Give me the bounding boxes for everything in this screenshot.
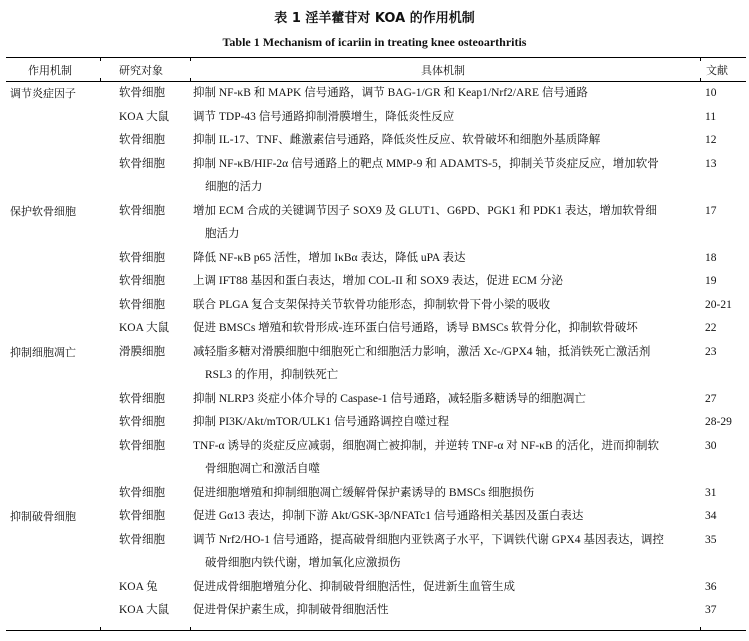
detail-line: 促进细胞增殖和抑制细胞凋亡缓解骨保护素诱导的 BMSCs 细胞损伤 [193, 486, 535, 499]
column-tick [100, 627, 101, 630]
row-reference: 31 [705, 486, 717, 499]
detail-line: 降低 NF-κB p65 活性，增加 IκBα 表达，降低 uPA 表达 [193, 251, 466, 264]
column-tick [700, 78, 701, 81]
column-tick [700, 627, 701, 630]
row-reference: 22 [705, 322, 717, 334]
row-subject: KOA 兔 [119, 580, 158, 593]
detail-line: 促进 BMSCs 增殖和软骨形成-连环蛋白信号通路，诱导 BMSCs 软骨分化，抑制软骨破坏 [193, 322, 638, 334]
row-subject: KOA 大鼠 [119, 110, 170, 123]
row-subject: 软骨细胞 [119, 392, 165, 405]
row-detail [193, 317, 698, 341]
row-subject: 软骨细胞 [119, 157, 165, 170]
row-reference: 30 [705, 439, 717, 452]
detail-line: 胞活力 [205, 228, 240, 240]
row-detail [193, 529, 698, 576]
detail-line: 促进 Gα13 表达，抑制下游 Akt/GSK-3β/NFATc1 信号通路相关基因及蛋白表达 [193, 510, 584, 522]
row-subject: 软骨细胞 [119, 439, 165, 452]
row-reference: 13 [705, 157, 717, 170]
detail-line: 促进骨保护素生成，抑制破骨细胞活性 [193, 604, 389, 616]
header-mechanism: 作用机制 [28, 64, 72, 77]
detail-line: 上调 IFT88 基因和蛋白表达，增加 COL-II 和 SOX9 表达，促进 ECM 分泌 [193, 275, 563, 287]
row-detail [193, 482, 698, 506]
row-reference: 19 [705, 275, 717, 287]
detail-line: 破骨细胞内铁代谢，增加氧化应激损伤 [205, 557, 401, 569]
row-reference: 11 [705, 110, 717, 123]
row-reference: 18 [705, 251, 717, 264]
table-title-english: Table 1 Mechanism of icariin in treating knee osteoarthritis [222, 35, 527, 49]
row-subject: 软骨细胞 [119, 298, 165, 311]
detail-line: 抑制 NF-κB 和 MAPK 信号通路，调节 BAG-1/GR 和 Keap1/Nrf2/ARE 信号通路 [193, 87, 588, 99]
row-detail [193, 294, 698, 318]
header-detail: 具体机制 [421, 64, 465, 77]
column-tick [100, 58, 101, 61]
row-detail [193, 270, 698, 294]
column-tick [700, 58, 701, 61]
detail-line: 调节 TDP-43 信号通路抑制滑膜增生，降低炎性反应 [193, 110, 455, 123]
detail-line: 联合 PLGA 复合支架保持关节软骨功能形态，抑制软骨下骨小梁的吸收 [193, 298, 551, 311]
row-subject: 软骨细胞 [119, 251, 165, 264]
column-tick [100, 78, 101, 81]
row-subject: 软骨细胞 [119, 416, 165, 428]
row-detail [193, 200, 698, 247]
bottom-rule [6, 630, 746, 631]
column-tick [190, 627, 191, 630]
row-reference: 12 [705, 134, 717, 146]
detail-line: 骨细胞凋亡和激活自噬 [205, 463, 320, 475]
row-mechanism: 抑制细胞凋亡 [10, 345, 76, 359]
row-detail [193, 576, 698, 600]
row-reference: 36 [705, 580, 717, 593]
row-reference: 10 [705, 87, 717, 99]
row-detail [193, 505, 698, 529]
detail-line: TNF-α 诱导的炎症反应减弱，细胞凋亡被抑制，并逆转 TNF-α 对 NF-κB 的活化，进而抑制软 [193, 439, 660, 452]
row-reference: 34 [705, 510, 717, 522]
row-subject: 软骨细胞 [119, 87, 165, 99]
detail-line: 细胞的活力 [205, 181, 263, 193]
detail-line: 调节 Nrf2/HO-1 信号通路，提高破骨细胞内亚铁离子水平，下调铁代谢 GPX4 基因表达，调控 [193, 533, 664, 546]
row-reference: 27 [705, 392, 717, 405]
row-reference: 35 [705, 533, 717, 546]
row-mechanism: 保护软骨细胞 [10, 204, 76, 218]
row-subject: 软骨细胞 [119, 533, 165, 546]
detail-line: 抑制 PI3K/Akt/mTOR/ULK1 信号通路调控自噬过程 [193, 416, 449, 428]
row-subject: KOA 大鼠 [119, 322, 170, 334]
table-title-chinese: 表 1 淫羊藿苷对 KOA 的作用机制 [274, 11, 475, 26]
row-detail [193, 153, 698, 200]
column-tick [190, 78, 191, 81]
row-detail [193, 435, 698, 482]
row-reference: 28-29 [705, 416, 732, 428]
detail-line: 抑制 NF-κB/HIF-2α 信号通路上的靶点 MMP-9 和 ADAMTS-5，抑制关节炎症反应，增加软骨 [193, 157, 659, 170]
row-detail [193, 247, 698, 271]
row-subject: 软骨细胞 [119, 275, 165, 287]
row-detail [193, 82, 698, 106]
row-reference: 37 [705, 604, 717, 616]
detail-line: RSL3 的作用，抑制铁死亡 [205, 369, 339, 381]
top-rule [6, 57, 746, 58]
row-subject: 软骨细胞 [119, 510, 165, 522]
row-detail [193, 106, 698, 130]
row-subject: 软骨细胞 [119, 486, 165, 499]
row-subject: 软骨细胞 [119, 204, 165, 217]
column-tick [190, 58, 191, 61]
row-detail [193, 129, 698, 153]
row-subject: KOA 大鼠 [119, 604, 170, 616]
header-reference: 文献 [706, 64, 728, 77]
detail-line: 促进成骨细胞增殖分化、抑制破骨细胞活性，促进新生血管生成 [193, 580, 515, 593]
row-detail [193, 341, 698, 388]
row-mechanism: 抑制破骨细胞 [10, 510, 76, 523]
detail-line: 增加 ECM 合成的关键调节因子 SOX9 及 GLUT1、G6PD、PGK1 和 PDK1 表达，增加软骨细 [193, 204, 657, 217]
row-mechanism: 调节炎症因子 [10, 87, 76, 100]
header-subject: 研究对象 [119, 64, 163, 77]
row-reference: 17 [705, 204, 717, 217]
detail-line: 抑制 IL-17、TNF、雌激素信号通路，降低炎性反应、软骨破坏和细胞外基质降解 [193, 134, 601, 146]
detail-line: 抑制 NLRP3 炎症小体介导的 Caspase-1 信号通路，减轻脂多糖诱导的细胞凋亡 [193, 392, 586, 405]
table-header-row [0, 62, 749, 80]
detail-line: 减轻脂多糖对滑膜细胞中细胞死亡和细胞活力影响，激活 Xc-/GPX4 轴，抵消铁死亡激活剂 [193, 345, 651, 358]
row-reference: 23 [705, 345, 717, 358]
row-detail [193, 411, 698, 435]
row-reference: 20-21 [705, 298, 732, 311]
row-subject: 软骨细胞 [119, 134, 165, 146]
row-detail [193, 599, 698, 623]
row-detail [193, 388, 698, 412]
row-subject: 滑膜细胞 [119, 345, 165, 358]
